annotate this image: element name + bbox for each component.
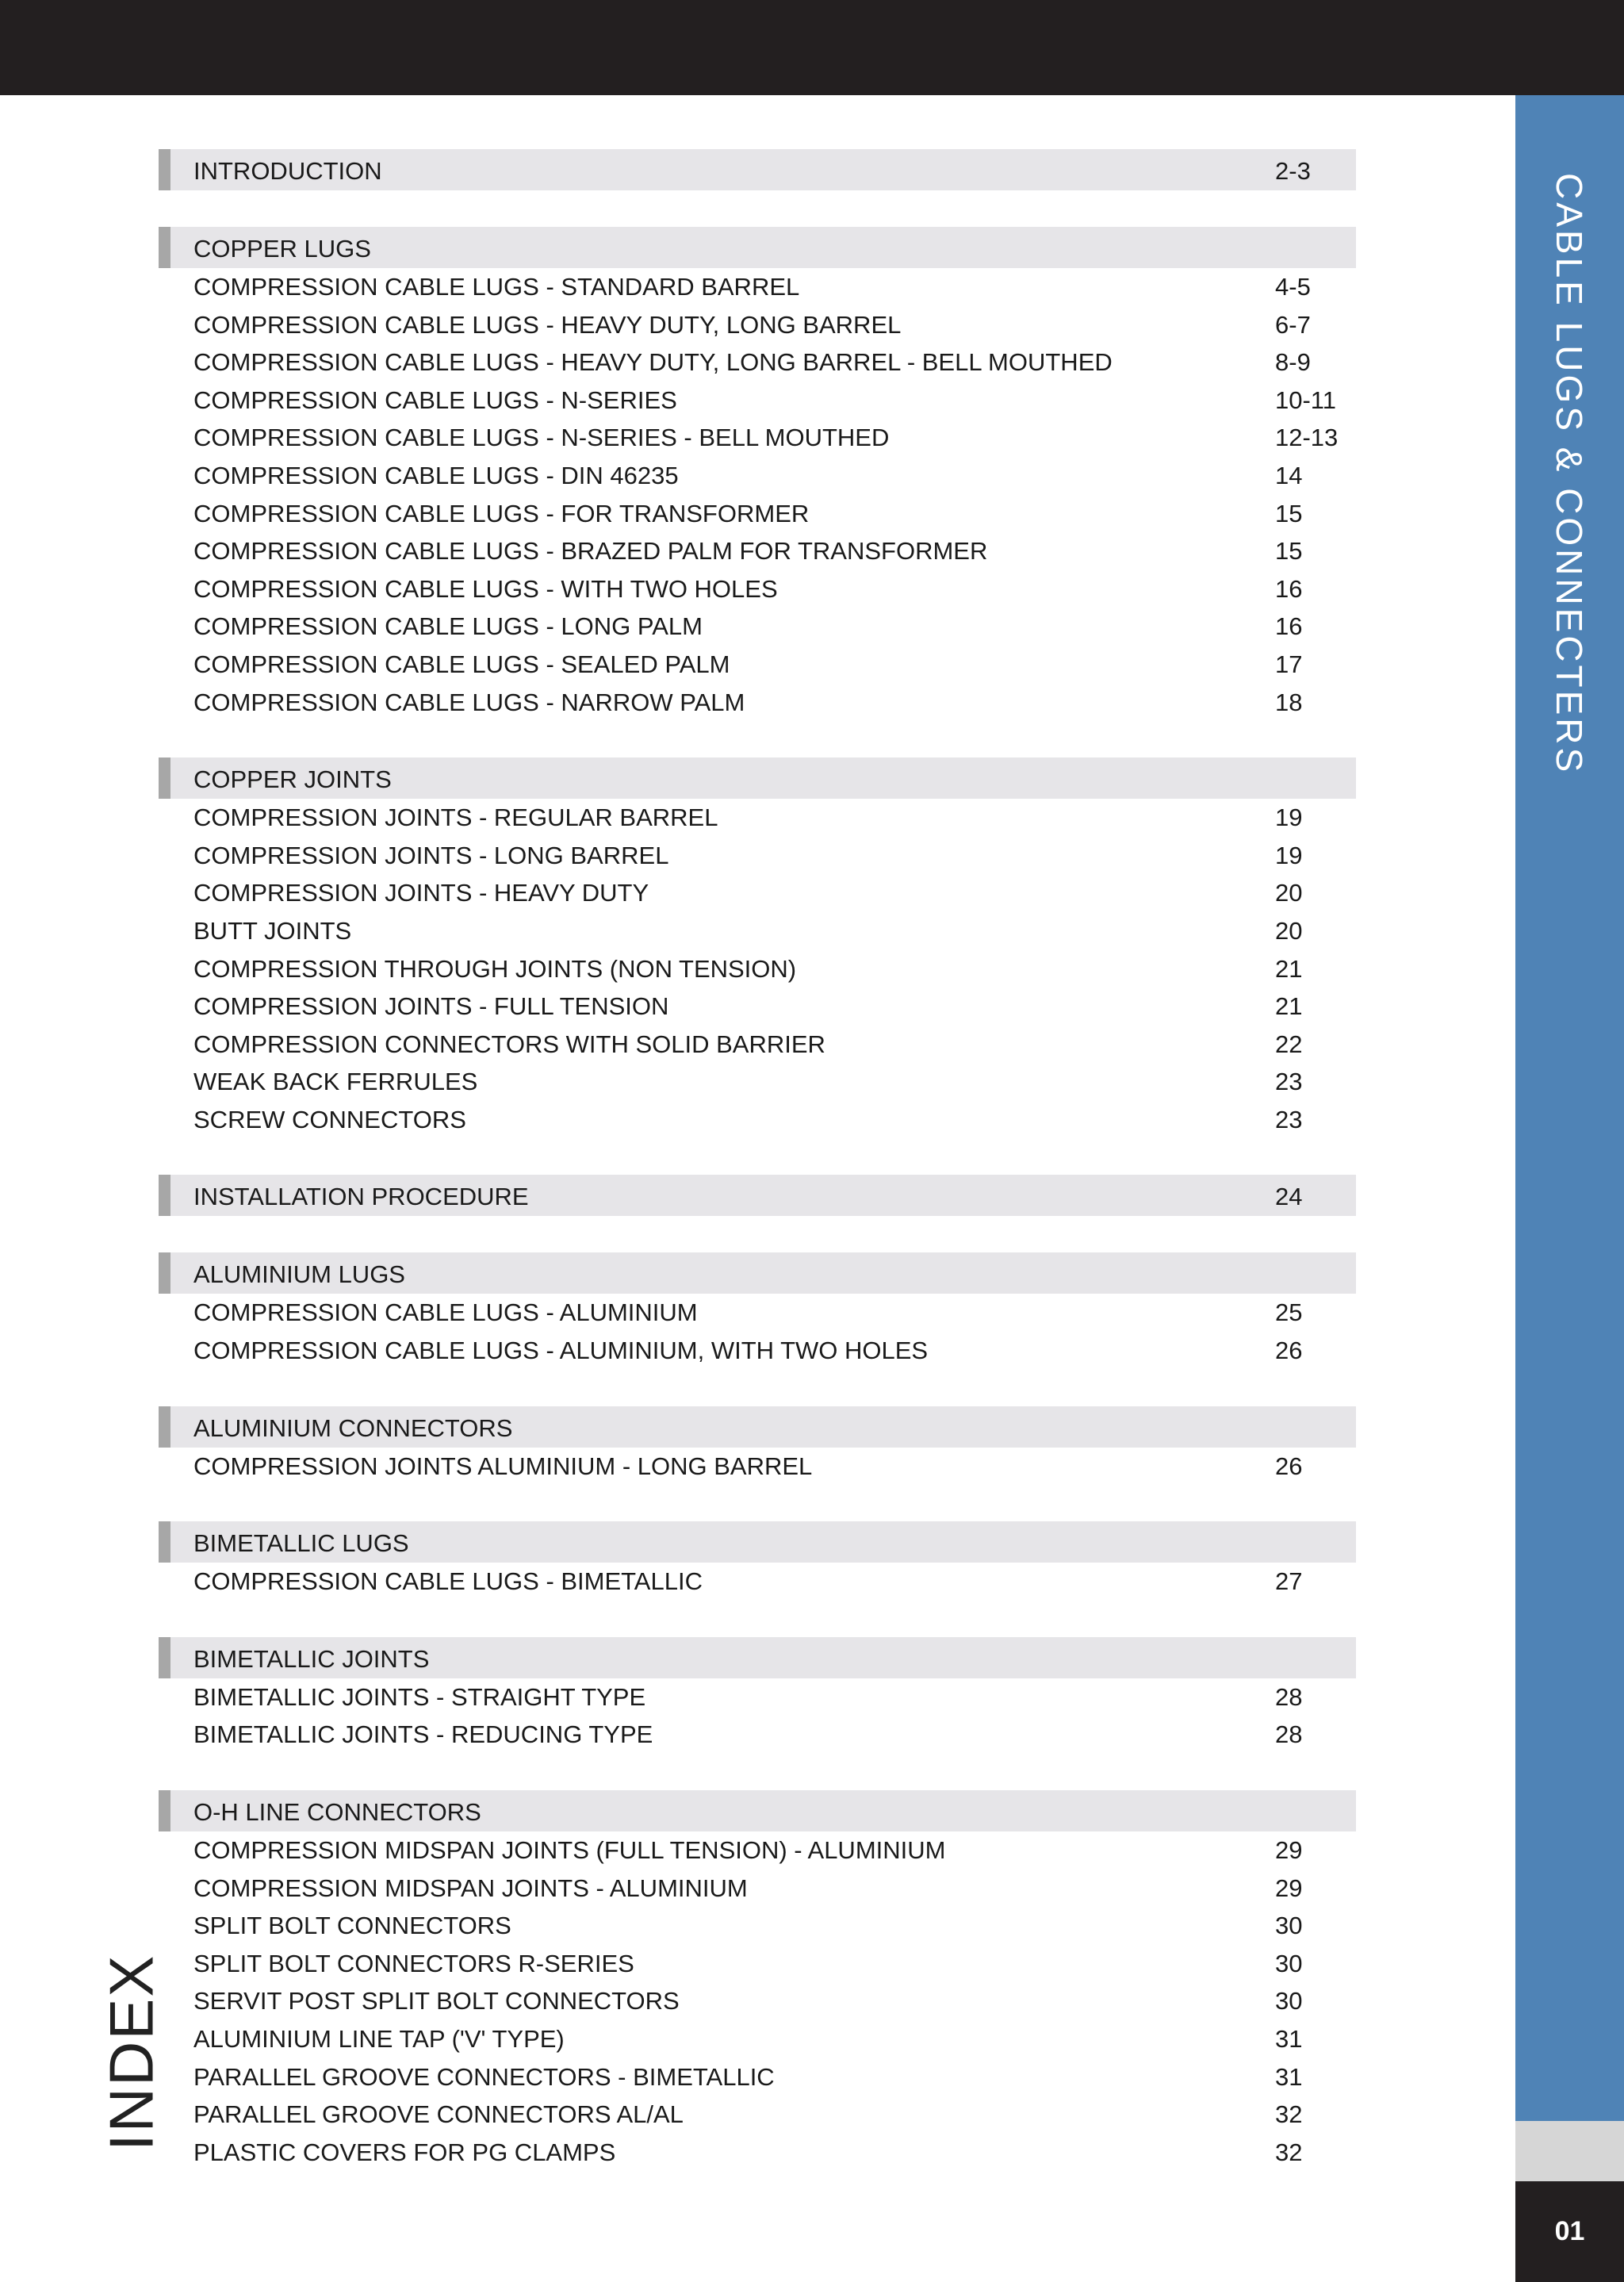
toc-entry[interactable] <box>159 343 1356 382</box>
entry-page: 30 <box>1275 1949 1303 1977</box>
entry-page: 25 <box>1275 1298 1303 1327</box>
toc-section <box>159 227 1356 721</box>
toc-entry[interactable] <box>159 799 1356 837</box>
toc-entry[interactable] <box>159 1294 1356 1332</box>
entry-label: COMPRESSION CABLE LUGS - ALUMINIUM <box>193 1298 698 1327</box>
page-number-block <box>1515 2181 1624 2282</box>
toc-section <box>159 1521 1356 1601</box>
entry-label: COMPRESSION CABLE LUGS - HEAVY DUTY, LONG BARREL - BELL MOUTHED <box>193 348 1113 377</box>
entry-label: COMPRESSION CABLE LUGS - N-SERIES <box>193 385 677 414</box>
toc-entry[interactable] <box>159 684 1356 722</box>
entry-page: 31 <box>1275 2025 1303 2053</box>
section-page: 2-3 <box>1275 157 1311 185</box>
entry-page: 4-5 <box>1275 273 1311 301</box>
section-title: COPPER JOINTS <box>193 765 392 794</box>
entry-label: COMPRESSION CABLE LUGS - FOR TRANSFORMER <box>193 499 810 527</box>
entry-page: 16 <box>1275 612 1303 641</box>
entry-page: 19 <box>1275 841 1303 869</box>
toc-entry[interactable] <box>159 1563 1356 1601</box>
entry-page: 29 <box>1275 1836 1303 1865</box>
toc-section <box>159 1175 1356 1216</box>
toc-entry[interactable] <box>159 2096 1356 2134</box>
entry-label: PARALLEL GROOVE CONNECTORS AL/AL <box>193 2100 684 2129</box>
toc-section <box>159 757 1356 1138</box>
section-title: ALUMINIUM LUGS <box>193 1260 405 1289</box>
section-title: BIMETALLIC JOINTS <box>193 1644 430 1673</box>
top-header-bar <box>0 0 1624 95</box>
section-header[interactable] <box>159 1637 1356 1678</box>
toc-entry[interactable] <box>159 1945 1356 1983</box>
entry-label: SCREW CONNECTORS <box>193 1105 466 1133</box>
toc-entry[interactable] <box>159 608 1356 646</box>
entry-label: COMPRESSION CABLE LUGS - LONG PALM <box>193 612 703 641</box>
entry-label: COMPRESSION MIDSPAN JOINTS (FULL TENSION) - ALUMINIUM <box>193 1836 946 1865</box>
section-header[interactable] <box>159 1175 1356 1216</box>
toc-entry[interactable] <box>159 1982 1356 2020</box>
entry-label: COMPRESSION JOINTS - LONG BARREL <box>193 841 669 869</box>
entry-page: 32 <box>1275 2100 1303 2129</box>
entry-page: 31 <box>1275 2062 1303 2091</box>
entry-label: COMPRESSION CABLE LUGS - DIN 46235 <box>193 461 679 489</box>
entry-page: 14 <box>1275 461 1303 489</box>
section-title: INSTALLATION PROCEDURE <box>193 1183 529 1211</box>
entry-label: COMPRESSION JOINTS - FULL TENSION <box>193 992 669 1021</box>
entry-page: 17 <box>1275 650 1303 678</box>
entry-label: COMPRESSION CABLE LUGS - BIMETALLIC <box>193 1567 703 1596</box>
page-number: 01 <box>1554 2216 1585 2246</box>
toc-entry[interactable] <box>159 532 1356 570</box>
toc-entry[interactable] <box>159 912 1356 950</box>
section-header[interactable] <box>159 757 1356 799</box>
entry-page: 8-9 <box>1275 348 1311 377</box>
entry-page: 20 <box>1275 879 1303 907</box>
section-title: COPPER LUGS <box>193 235 371 263</box>
entry-page: 6-7 <box>1275 310 1311 339</box>
entry-label: COMPRESSION CABLE LUGS - WITH TWO HOLES <box>193 574 778 603</box>
entry-page: 32 <box>1275 2138 1303 2166</box>
entry-page: 26 <box>1275 1452 1303 1480</box>
entry-label: PARALLEL GROOVE CONNECTORS - BIMETALLIC <box>193 2062 775 2091</box>
entry-page: 19 <box>1275 803 1303 832</box>
entry-page: 15 <box>1275 499 1303 527</box>
entry-label: PLASTIC COVERS FOR PG CLAMPS <box>193 2138 616 2166</box>
section-header[interactable] <box>159 227 1356 268</box>
entry-page: 29 <box>1275 1874 1303 1902</box>
toc-entry[interactable] <box>159 1101 1356 1139</box>
entry-page: 10-11 <box>1275 385 1336 414</box>
toc-entry[interactable] <box>159 1907 1356 1945</box>
toc-entry[interactable] <box>159 988 1356 1026</box>
entry-page: 22 <box>1275 1030 1303 1058</box>
entry-page: 30 <box>1275 1912 1303 1940</box>
entry-label: BUTT JOINTS <box>193 916 352 945</box>
entry-page: 12-13 <box>1275 424 1339 452</box>
section-title: BIMETALLIC LUGS <box>193 1529 409 1558</box>
section-title: ALUMINIUM CONNECTORS <box>193 1413 513 1442</box>
toc-entry[interactable] <box>159 268 1356 306</box>
toc-entry[interactable] <box>159 2020 1356 2058</box>
entry-page: 30 <box>1275 1987 1303 2015</box>
entry-label: COMPRESSION THROUGH JOINTS (NON TENSION) <box>193 954 797 983</box>
section-header[interactable] <box>159 149 1356 190</box>
toc-section <box>159 1252 1356 1369</box>
entry-page: 16 <box>1275 574 1303 603</box>
toc-entry[interactable] <box>159 2058 1356 2096</box>
entry-label: BIMETALLIC JOINTS - STRAIGHT TYPE <box>193 1682 646 1711</box>
section-header[interactable] <box>159 1406 1356 1448</box>
toc-entry[interactable] <box>159 646 1356 684</box>
entry-label: COMPRESSION CABLE LUGS - NARROW PALM <box>193 688 745 716</box>
entry-page: 18 <box>1275 688 1303 716</box>
toc-entry[interactable] <box>159 1678 1356 1716</box>
table-of-contents <box>159 149 1356 2207</box>
toc-entry[interactable] <box>159 306 1356 344</box>
side-gray-block <box>1515 2121 1624 2181</box>
index-label: INDEX <box>96 1954 167 2151</box>
toc-entry[interactable] <box>159 2134 1356 2172</box>
entry-label: COMPRESSION CABLE LUGS - HEAVY DUTY, LONG BARREL <box>193 310 902 339</box>
entry-label: COMPRESSION CABLE LUGS - N-SERIES - BELL MOUTHED <box>193 424 890 452</box>
entry-label: COMPRESSION CABLE LUGS - ALUMINIUM, WITH TWO HOLES <box>193 1337 929 1365</box>
toc-section <box>159 1637 1356 1754</box>
entry-label: COMPRESSION CABLE LUGS - STANDARD BARREL <box>193 273 800 301</box>
toc-entry[interactable] <box>159 874 1356 912</box>
entry-label: ALUMINIUM LINE TAP ('V' TYPE) <box>193 2025 565 2053</box>
entry-label: COMPRESSION CONNECTORS WITH SOLID BARRIER <box>193 1030 825 1058</box>
toc-entry[interactable] <box>159 1332 1356 1370</box>
entry-label: COMPRESSION JOINTS - HEAVY DUTY <box>193 879 649 907</box>
entry-label: COMPRESSION CABLE LUGS - SEALED PALM <box>193 650 730 678</box>
entry-label: COMPRESSION JOINTS ALUMINIUM - LONG BARREL <box>193 1452 813 1480</box>
toc-entry[interactable] <box>159 1026 1356 1064</box>
entry-page: 28 <box>1275 1682 1303 1711</box>
toc-entry[interactable] <box>159 495 1356 533</box>
toc-entry[interactable] <box>159 1448 1356 1486</box>
toc-entry[interactable] <box>159 1831 1356 1870</box>
toc-entry[interactable] <box>159 570 1356 608</box>
toc-section <box>159 1406 1356 1486</box>
entry-page: 27 <box>1275 1567 1303 1596</box>
toc-entry[interactable] <box>159 382 1356 420</box>
section-header[interactable] <box>159 1790 1356 1831</box>
section-page: 24 <box>1275 1183 1303 1211</box>
toc-entry[interactable] <box>159 1063 1356 1101</box>
entry-label: WEAK BACK FERRULES <box>193 1068 478 1096</box>
entry-label: BIMETALLIC JOINTS - REDUCING TYPE <box>193 1720 653 1749</box>
entry-label: COMPRESSION JOINTS - REGULAR BARREL <box>193 803 718 832</box>
entry-label: SPLIT BOLT CONNECTORS R-SERIES <box>193 1949 634 1977</box>
entry-label: SPLIT BOLT CONNECTORS <box>193 1912 511 1940</box>
section-header[interactable] <box>159 1252 1356 1294</box>
toc-section <box>159 1790 1356 2171</box>
entry-page: 23 <box>1275 1068 1303 1096</box>
section-title: O-H LINE CONNECTORS <box>193 1798 481 1827</box>
section-title: INTRODUCTION <box>193 157 382 185</box>
entry-page: 15 <box>1275 537 1303 566</box>
entry-page: 20 <box>1275 916 1303 945</box>
entry-page: 28 <box>1275 1720 1303 1749</box>
entry-page: 23 <box>1275 1105 1303 1133</box>
entry-page: 26 <box>1275 1337 1303 1365</box>
toc-entry[interactable] <box>159 419 1356 457</box>
toc-entry[interactable] <box>159 1870 1356 1908</box>
entry-label: COMPRESSION MIDSPAN JOINTS - ALUMINIUM <box>193 1874 748 1902</box>
entry-label: SERVIT POST SPLIT BOLT CONNECTORS <box>193 1987 680 2015</box>
entry-page: 21 <box>1275 992 1303 1021</box>
section-header[interactable] <box>159 1521 1356 1563</box>
side-title: CABLE LUGS & CONNECTERS <box>1549 173 1590 776</box>
entry-page: 21 <box>1275 954 1303 983</box>
toc-entry[interactable] <box>159 1716 1356 1754</box>
entry-label: COMPRESSION CABLE LUGS - BRAZED PALM FOR TRANSFORMER <box>193 537 988 566</box>
toc-entry[interactable] <box>159 837 1356 875</box>
toc-section <box>159 149 1356 190</box>
toc-entry[interactable] <box>159 950 1356 988</box>
toc-entry[interactable] <box>159 457 1356 495</box>
